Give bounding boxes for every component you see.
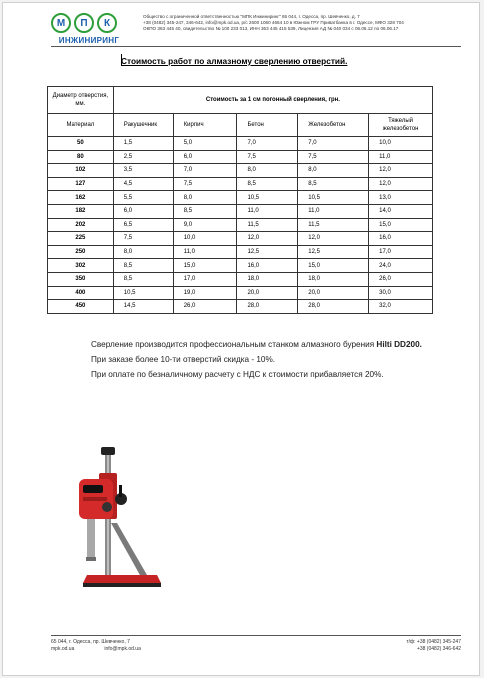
price-cell: 17,0 xyxy=(173,272,237,286)
price-cell: 7,5 xyxy=(298,150,369,164)
price-cell: 7,0 xyxy=(298,137,369,151)
price-cell: 6,0 xyxy=(173,150,237,164)
price-cell: 11,0 xyxy=(369,150,433,164)
price-cell: 13,0 xyxy=(369,191,433,205)
note-discount: При заказе более 10-ти отверстий скидка - 10%. xyxy=(91,355,275,364)
logo-circle-1: М xyxy=(51,13,71,33)
price-cell: 28,0 xyxy=(298,300,369,314)
footer-phone-2: +38 (0482) 346-642 xyxy=(416,646,461,652)
price-cell: 30,0 xyxy=(369,286,433,300)
price-cell: 8,5 xyxy=(237,177,298,191)
col-header-reinforced-concrete: Железобетон xyxy=(298,114,369,137)
diameter-cell: 182 xyxy=(48,204,114,218)
col-header-concrete: Бетон xyxy=(237,114,298,137)
company-info-line-3: ОКПО 363 445 40, свидетельство № 100 233 013, ИНН 363 445 415 539, Лицензия АД № 040 034 с 06.06.12 по 06.06.17 xyxy=(143,26,399,31)
diameter-cell: 162 xyxy=(48,191,114,205)
table-row xyxy=(48,218,433,232)
price-cell: 10,0 xyxy=(369,137,433,151)
table-row xyxy=(48,286,433,300)
note-vat: При оплате по безналичному расчету с НДС к стоимости прибавляется 20%. xyxy=(91,370,384,379)
price-cell: 19,0 xyxy=(173,286,237,300)
price-cell: 3,5 xyxy=(113,164,173,178)
col-header-shell-rock: Ракушечник xyxy=(113,114,173,137)
price-cell: 10,5 xyxy=(113,286,173,300)
footer-email-link[interactable]: info@mpk.od.ua xyxy=(104,646,141,652)
price-cell: 7,5 xyxy=(237,150,298,164)
footer-links xyxy=(51,646,141,653)
cost-header: Стоимость за 1 см погонный сверления, грн. xyxy=(113,87,432,114)
price-cell: 5,5 xyxy=(113,191,173,205)
note-equipment xyxy=(63,337,453,352)
note-equipment-model: Hilti DD200. xyxy=(376,340,422,349)
price-cell: 18,0 xyxy=(298,272,369,286)
price-cell: 32,0 xyxy=(369,300,433,314)
price-cell: 26,0 xyxy=(369,272,433,286)
price-cell: 10,5 xyxy=(298,191,369,205)
price-cell: 17,0 xyxy=(369,245,433,259)
page-title: Стоимость работ по алмазному сверлению отверстий. xyxy=(121,56,348,66)
price-cell: 28,0 xyxy=(237,300,298,314)
price-cell: 12,5 xyxy=(298,245,369,259)
price-cell: 16,0 xyxy=(237,259,298,273)
table-row xyxy=(48,191,433,205)
price-cell: 14,5 xyxy=(113,300,173,314)
logo-circle-2: П xyxy=(74,13,94,33)
price-cell: 14,0 xyxy=(369,204,433,218)
price-cell: 4,5 xyxy=(113,177,173,191)
price-table xyxy=(47,86,433,314)
price-cell: 20,0 xyxy=(298,286,369,300)
price-cell: 8,5 xyxy=(298,177,369,191)
company-info-line-1: Общество с ограниченной ответственностью "МПК Инжиниринг" 65 044, г. Одесса, пр. Шевченко, д. 7 xyxy=(143,14,360,19)
table-row xyxy=(48,150,433,164)
footer-left xyxy=(51,639,141,653)
price-cell: 24,0 xyxy=(369,259,433,273)
footer-divider xyxy=(51,635,461,636)
price-cell: 8,0 xyxy=(237,164,298,178)
price-cell: 11,0 xyxy=(173,245,237,259)
note-equipment-text: Сверление производится профессиональным станком алмазного бурения xyxy=(91,340,377,349)
price-cell: 11,5 xyxy=(237,218,298,232)
logo-circle-3: К xyxy=(97,13,117,33)
table-row xyxy=(48,272,433,286)
price-cell: 7,5 xyxy=(113,232,173,246)
price-cell: 12,0 xyxy=(369,164,433,178)
diameter-cell: 302 xyxy=(48,259,114,273)
logo-subtitle: ИНЖИНИРИНГ xyxy=(58,36,120,45)
logo-circles xyxy=(51,13,120,35)
header-divider xyxy=(51,46,461,47)
table-row xyxy=(48,245,433,259)
diameter-cell: 450 xyxy=(48,300,114,314)
price-cell: 8,0 xyxy=(113,245,173,259)
table-row xyxy=(48,137,433,151)
price-cell: 20,0 xyxy=(237,286,298,300)
col-header-heavy-reinforced-concrete: Тяжелый железобетон xyxy=(369,114,433,137)
price-cell: 7,0 xyxy=(173,164,237,178)
price-cell: 12,0 xyxy=(298,232,369,246)
diameter-cell: 202 xyxy=(48,218,114,232)
diameter-header: Диаметр отверстия, мм. xyxy=(48,87,114,114)
diameter-cell: 225 xyxy=(48,232,114,246)
diameter-cell: 102 xyxy=(48,164,114,178)
price-cell: 10,5 xyxy=(237,191,298,205)
price-cell: 8,0 xyxy=(173,191,237,205)
price-cell: 15,0 xyxy=(298,259,369,273)
table-row xyxy=(48,300,433,314)
price-cell: 1,5 xyxy=(113,137,173,151)
price-cell: 11,0 xyxy=(298,204,369,218)
table-header-row-1 xyxy=(48,87,433,114)
price-cell: 2,5 xyxy=(113,150,173,164)
price-cell: 11,5 xyxy=(298,218,369,232)
footer-site-link[interactable]: mpk.od.ua xyxy=(51,646,75,652)
price-cell: 5,0 xyxy=(173,137,237,151)
price-cell: 12,5 xyxy=(237,245,298,259)
company-info xyxy=(143,14,463,32)
footer-right xyxy=(383,639,461,653)
price-cell: 26,0 xyxy=(173,300,237,314)
price-cell: 12,0 xyxy=(237,232,298,246)
diameter-cell: 80 xyxy=(48,150,114,164)
drill-rig-icon xyxy=(77,445,167,591)
table-row xyxy=(48,177,433,191)
document-page xyxy=(2,2,480,676)
price-cell: 8,5 xyxy=(113,272,173,286)
notes-block xyxy=(63,337,453,382)
footer-phone-1: т/ф: +38 (0482) 345-247 xyxy=(406,639,461,645)
price-cell: 7,0 xyxy=(237,137,298,151)
price-cell: 6,5 xyxy=(113,218,173,232)
company-info-line-2: +38 (0482) 345-247, 346-642, info@mpk.od.ua, р/с 2600 1060 4664 10 в Южном ГРУ Приватбанка в г. Одессе, МФО 328 704 xyxy=(143,20,404,25)
price-cell: 16,0 xyxy=(369,232,433,246)
price-cell: 10,0 xyxy=(173,232,237,246)
diameter-cell: 127 xyxy=(48,177,114,191)
price-cell: 15,0 xyxy=(173,259,237,273)
price-cell: 7,5 xyxy=(173,177,237,191)
col-header-material: Материал xyxy=(48,114,114,137)
footer-address: 65 044, г. Одесса, пр. Шевченко, 7 xyxy=(51,639,130,645)
diameter-cell: 250 xyxy=(48,245,114,259)
table-header-row-2 xyxy=(48,114,433,137)
price-cell: 15,0 xyxy=(369,218,433,232)
price-cell: 8,0 xyxy=(298,164,369,178)
price-cell: 18,0 xyxy=(237,272,298,286)
price-cell: 9,0 xyxy=(173,218,237,232)
company-logo xyxy=(51,13,125,47)
diameter-cell: 350 xyxy=(48,272,114,286)
table-row xyxy=(48,164,433,178)
price-cell: 8,5 xyxy=(173,204,237,218)
diameter-cell: 400 xyxy=(48,286,114,300)
diameter-cell: 50 xyxy=(48,137,114,151)
table-row xyxy=(48,259,433,273)
table-row xyxy=(48,232,433,246)
price-cell: 6,0 xyxy=(113,204,173,218)
col-header-brick: Кирпич xyxy=(173,114,237,137)
price-cell: 12,0 xyxy=(369,177,433,191)
price-cell: 11,0 xyxy=(237,204,298,218)
price-cell: 8,5 xyxy=(113,259,173,273)
table-row xyxy=(48,204,433,218)
